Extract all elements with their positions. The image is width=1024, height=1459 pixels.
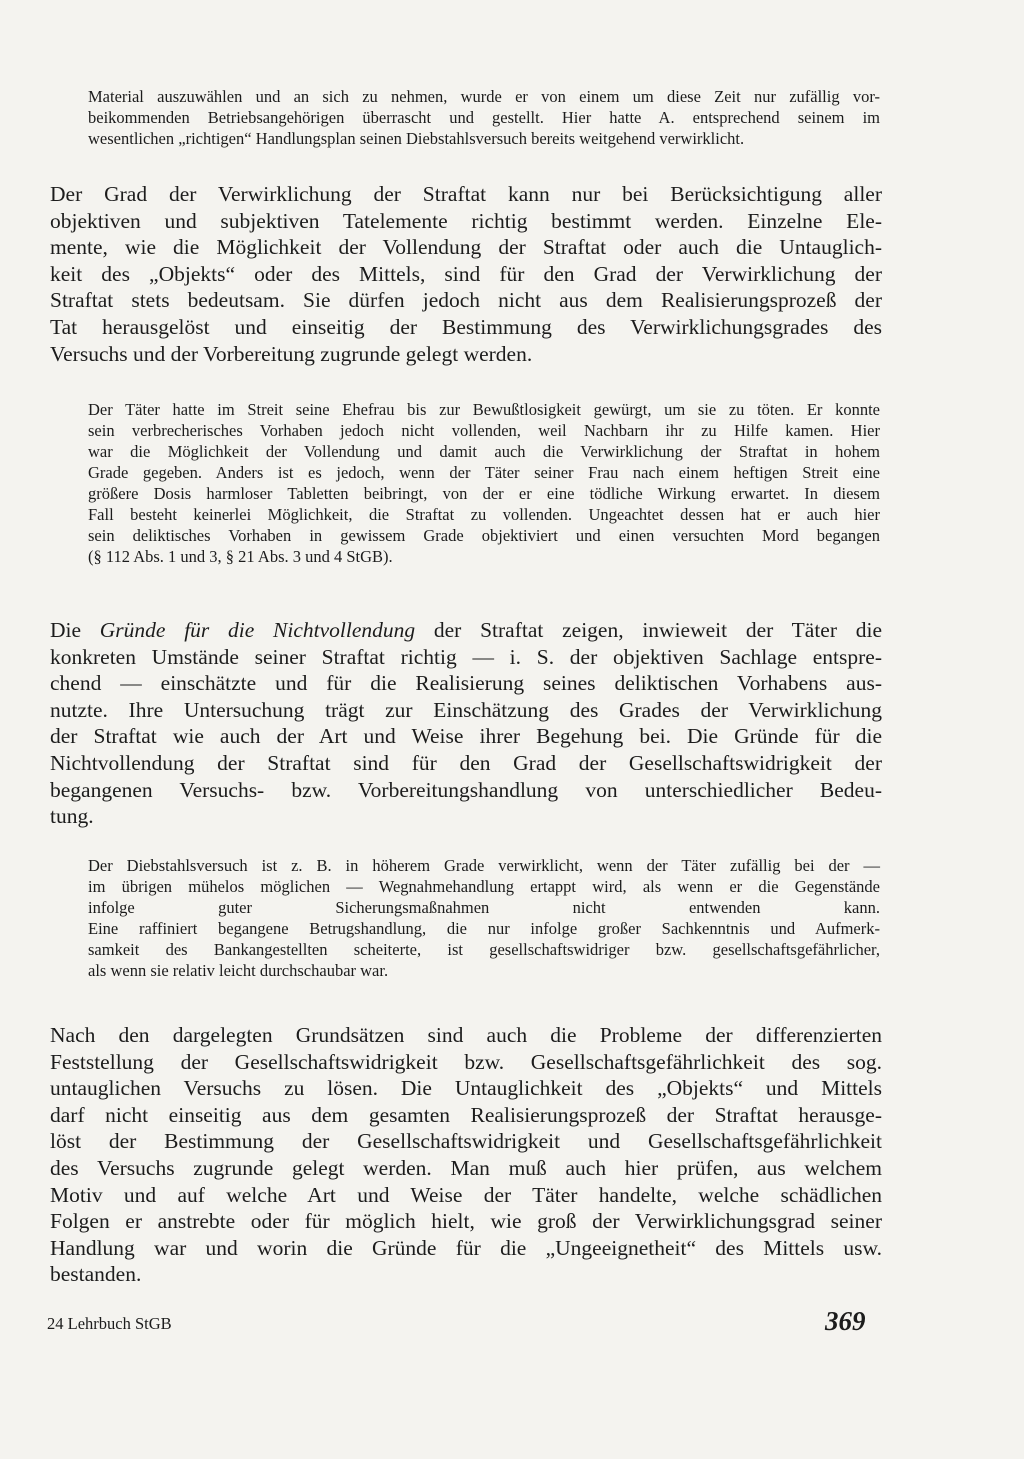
paragraph-unsuitable-attempt: [50, 1022, 882, 1288]
text-line: objektiven und subjektiven Tatelemente richtig bestimmt werden. Einzelne Ele-: [50, 208, 882, 233]
text-line: darf nicht einseitig aus dem gesamten Realisierungsprozeß der Straftat herausge-: [50, 1102, 882, 1127]
footer-signature: 24 Lehrbuch StGB: [47, 1314, 172, 1333]
text-line: im übrigen mühelos möglichen — Wegnahmehandlung ertappt wird, als wenn er die Gegenstände: [88, 877, 880, 896]
text-line: als wenn sie relativ leicht durchschaubar war.: [88, 961, 389, 980]
text-line: sein verbrecherisches Vorhaben jedoch nicht vollenden, weil Nachbarn ihr zu Hilfe kamen. Hier: [88, 421, 880, 440]
text-line: Fall besteht keinerlei Möglichkeit, die Straftat zu vollenden. Ungeachtet dessen hat er auch hier: [88, 505, 880, 524]
text-line: mente, wie die Möglichkeit der Vollendung der Straftat oder auch die Untauglich-: [50, 235, 882, 260]
text-line: untauglichen Versuchs zu lösen. Die Untauglichkeit des „Objekts“ und Mittels: [50, 1076, 882, 1101]
text-line: infolge guter Sicherungsmaßnahmen nicht entwenden kann.: [88, 898, 880, 917]
text-line: Material auszuwählen und an sich zu nehmen, wurde er von einem um diese Zeit nur zufällig vor-: [88, 87, 880, 106]
text-line: nutzte. Ihre Untersuchung trägt zur Einschätzung des Grades der Verwirklichung: [50, 697, 882, 722]
text-line: löst der Bestimmung der Gesellschaftswidrigkeit und Gesellschaftsgefährlichkeit: [50, 1129, 882, 1154]
text-line: begangenen Versuchs- bzw. Vorbereitungshandlung von unterschiedlicher Bedeu-: [50, 777, 882, 802]
text-line: Straftat stets bedeutsam. Sie dürfen jedoch nicht aus dem Realisierungsprozeß der: [50, 288, 882, 313]
paragraph-example-theft-intro: [88, 86, 880, 149]
page-number: 369: [825, 1306, 866, 1336]
text-line: sein deliktisches Vorhaben in gewissem Grade objektiviert und einen versuchten Mord begangen: [88, 526, 880, 545]
text-line: Nichtvollendung der Straftat sind für den Grad der Gesellschaftswidrigkeit der: [50, 750, 882, 775]
text-line: Folgen er anstrebte oder für möglich hielt, wie groß der Verwirklichungsgrad seiner: [50, 1209, 882, 1234]
text-line: Motiv und auf welche Art und Weise der Täter handelte, welche schädlichen: [50, 1182, 882, 1207]
text-line: Grade gegeben. Anders ist es jedoch, wenn der Täter seiner Frau nach einem heftigen Streit eine: [88, 463, 880, 482]
text-line: Der Täter hatte im Streit seine Ehefrau bis zur Bewußtlosigkeit gewürgt, um sie zu töten. Er konnte: [88, 400, 880, 419]
text-line: konkreten Umstände seiner Straftat richtig — i. S. der objektiven Sachlage entspre-: [50, 644, 882, 669]
text-line: Tat herausgelöst und einseitig der Bestimmung des Verwirklichungsgrades des: [50, 314, 882, 339]
text-line: Der Grad der Verwirklichung der Straftat kann nur bei Berücksichtigung aller: [50, 182, 882, 206]
text-line: (§ 112 Abs. 1 und 3, § 21 Abs. 3 und 4 StGB).: [88, 547, 393, 566]
paragraph-reasons-non-completion: [50, 617, 882, 830]
text-line: tung.: [50, 804, 94, 829]
text-line: Feststellung der Gesellschaftswidrigkeit bzw. Gesellschaftsgefährlichkeit des sog.: [50, 1049, 882, 1074]
paragraph-example-theft-fraud: [88, 855, 880, 981]
paragraph-example-attempted-murder: [88, 399, 880, 567]
emphasized-phrase: Gründe für die Nichtvollendung: [99, 618, 416, 642]
paragraph-degree-of-realization: [50, 181, 882, 367]
text-line: war die Möglichkeit der Vollendung und damit auch die Verwirklichung der Straftat in hohem: [88, 442, 880, 461]
text-line: Handlung war und worin die Gründe für die „Ungeeignetheit“ des Mittels usw.: [50, 1235, 882, 1260]
text-line: bestanden.: [50, 1262, 142, 1287]
text-line: Versuchs und der Vorbereitung zugrunde gelegt werden.: [50, 341, 533, 366]
text-line: beikommenden Betriebsangehörigen überrascht und gestellt. Hier hatte A. entsprechend seinem im: [88, 108, 880, 127]
text-line: Der Diebstahlsversuch ist z. B. in höherem Grade verwirklicht, wenn der Täter zufällig bei der —: [88, 856, 880, 875]
text-line: wesentlichen „richtigen“ Handlungsplan seinen Diebstahlsversuch bereits weitgehend verwirklicht.: [88, 129, 745, 148]
text-line: Nach den dargelegten Grundsätzen sind auch die Probleme der differenzierten: [50, 1023, 882, 1047]
text-line: der Straftat wie auch der Art und Weise ihrer Begehung bei. Die Gründe für die: [50, 724, 882, 749]
text-line: größere Dosis harmloser Tabletten beibringt, von der er eine tödliche Wirkung erwartet. In diesem: [88, 484, 880, 503]
text-line: des Versuchs zugrunde gelegt werden. Man muß auch hier prüfen, aus welchem: [50, 1155, 882, 1180]
text-line: chend — einschätzte und für die Realisierung seines deliktischen Vorhabens aus-: [50, 671, 882, 696]
text-line: keit des „Objekts“ oder des Mittels, sind für den Grad der Verwirklichung der: [50, 261, 882, 286]
text-line: Eine raffiniert begangene Betrugshandlung, die nur infolge großer Sachkenntnis und Aufmerk-: [88, 919, 880, 938]
text-line: Die Gründe für die Nichtvollendung der Straftat zeigen, inwieweit der Täter die: [50, 618, 882, 642]
text-line: samkeit des Bankangestellten scheiterte, ist gesellschaftswidriger bzw. gesellschaftsgefährlicher,: [88, 940, 880, 959]
